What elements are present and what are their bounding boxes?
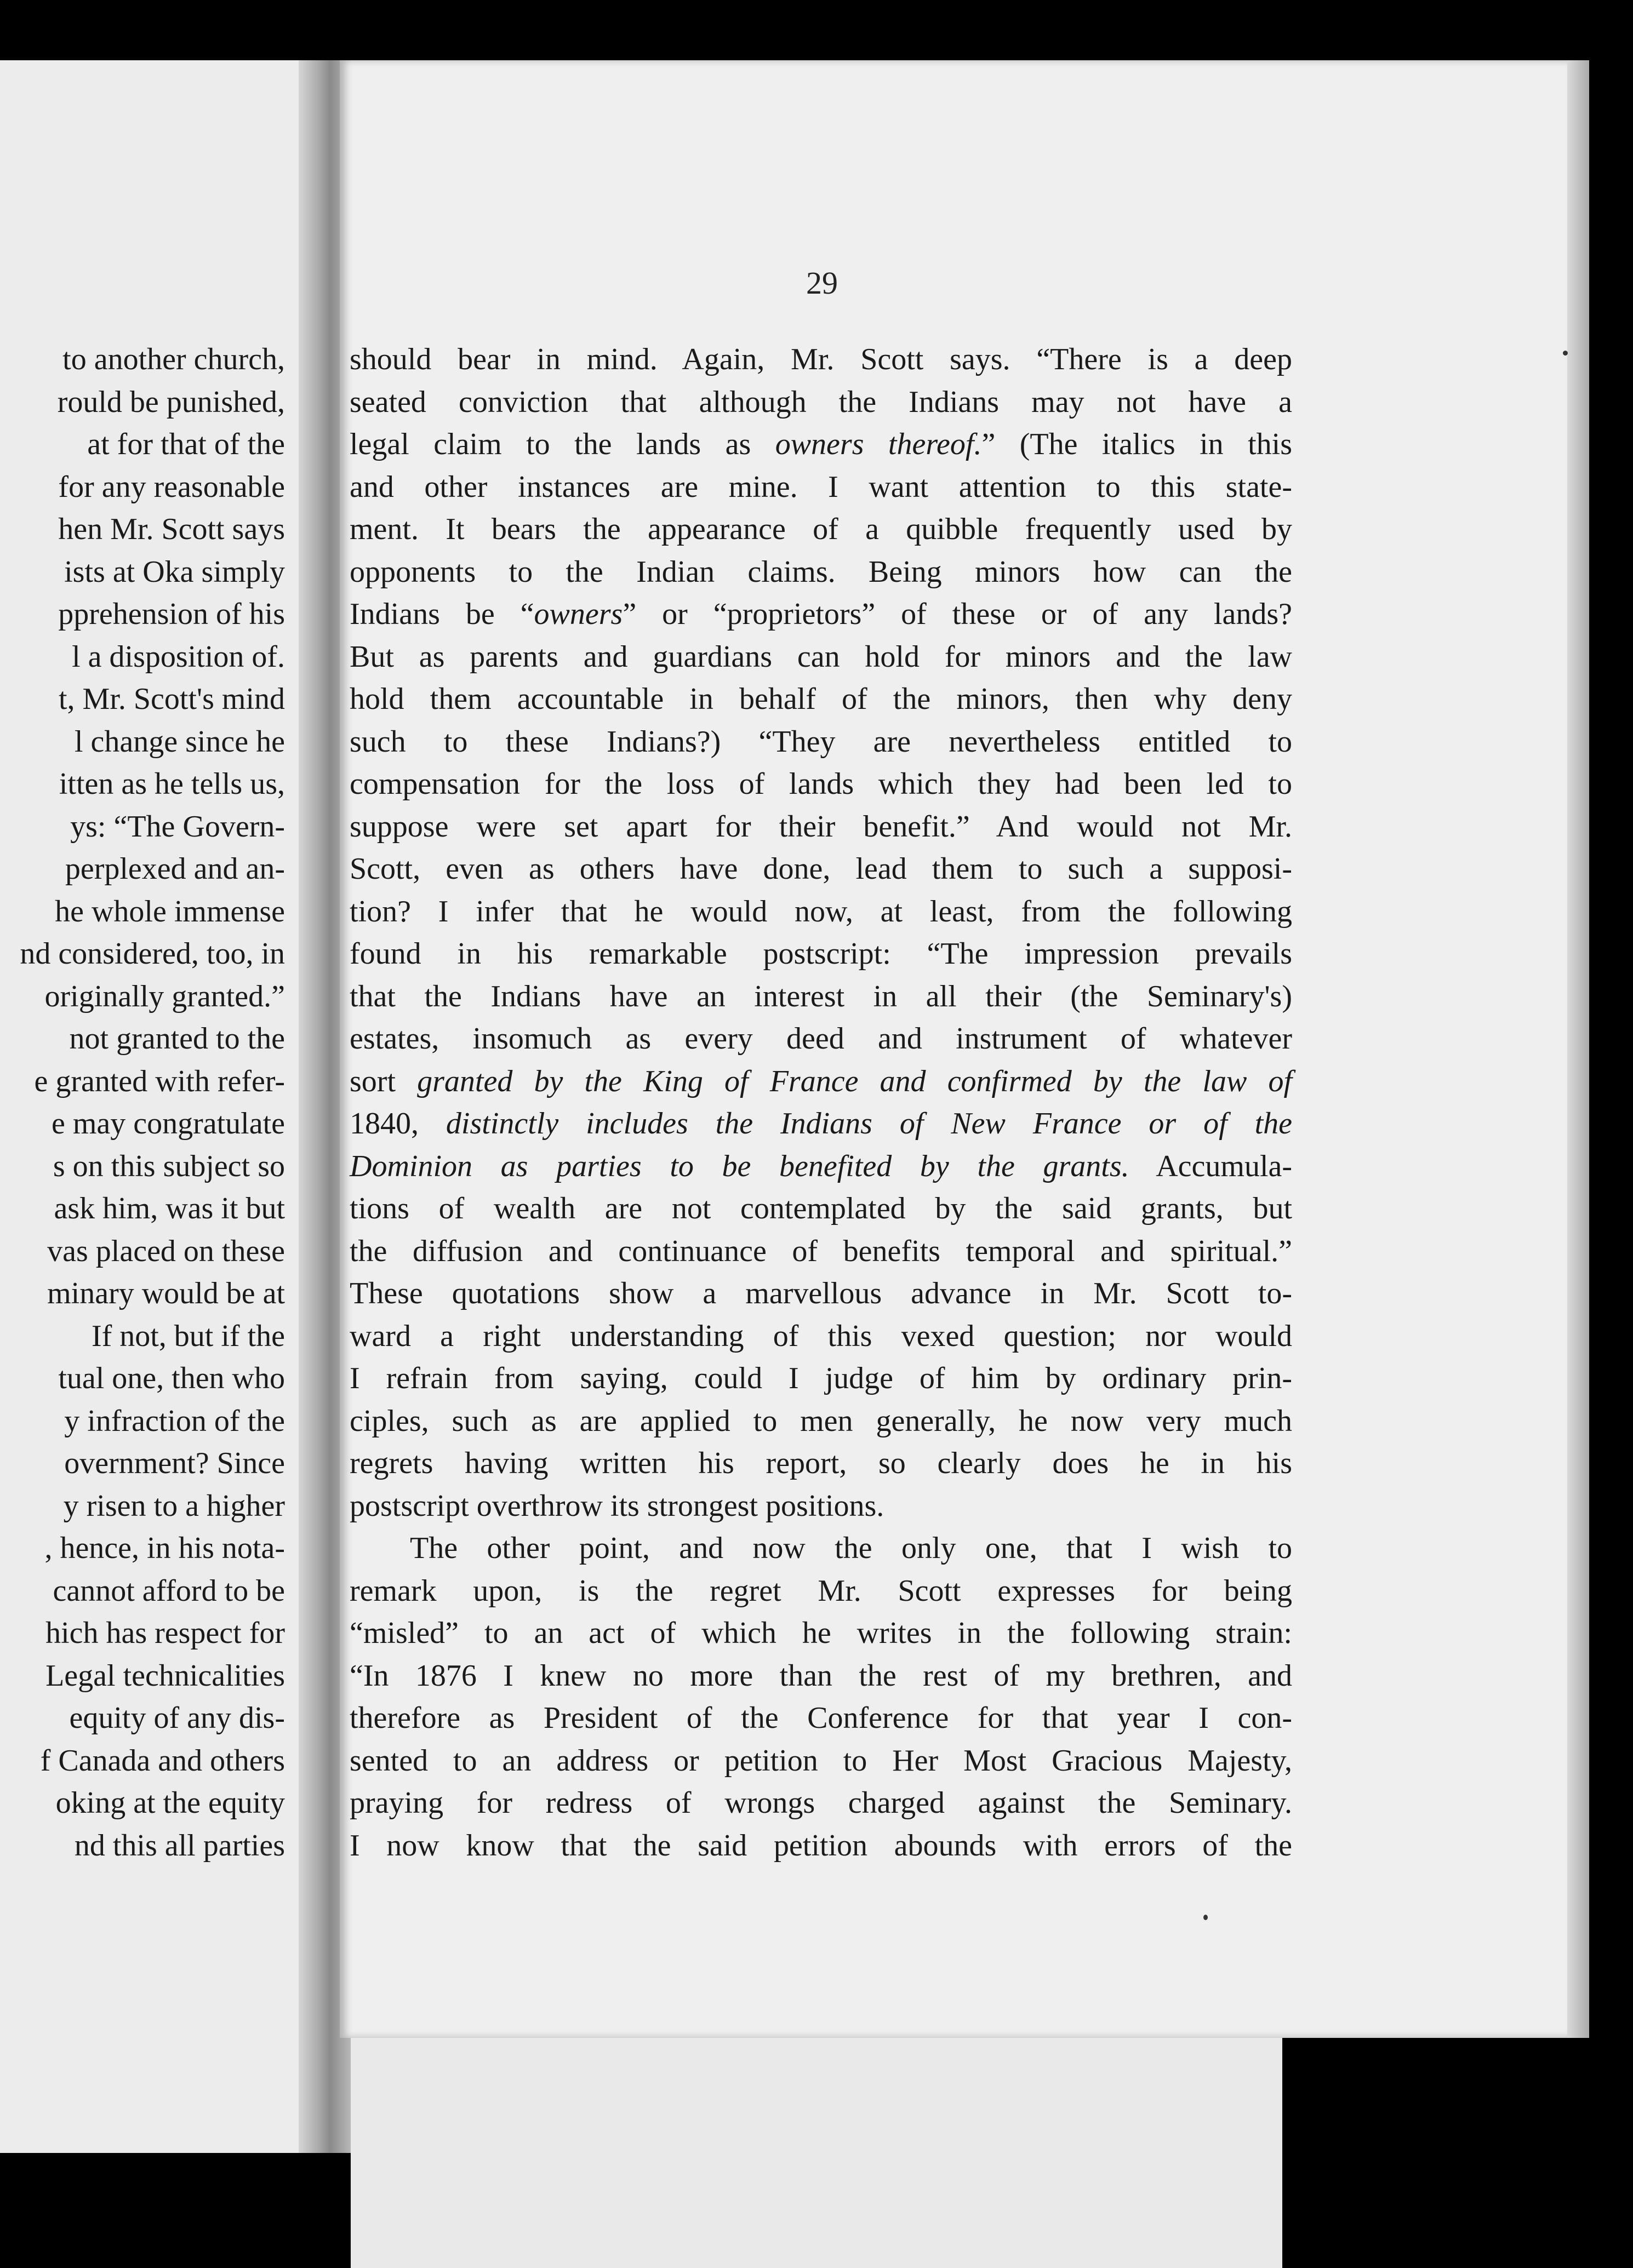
left-page-line: cannot afford to be — [53, 1573, 285, 1608]
text-line — [350, 381, 1292, 424]
left-page-line: f Canada and others — [40, 1743, 285, 1778]
text-segment: praying for redress of wrongs charged against the Seminary. — [350, 1786, 1292, 1820]
scan-speck — [1563, 351, 1568, 356]
text-segment: Scott, even as others have done, lead them to such a supposi- — [350, 852, 1292, 886]
left-page-line: If not, but if the — [91, 1319, 285, 1353]
scan-speck — [1203, 1915, 1208, 1920]
text-segment: found in his remarkable postscript: “The impression prevails — [350, 937, 1292, 971]
left-page-line: to another church, — [62, 342, 285, 376]
left-page-line: ys: “The Govern- — [70, 809, 285, 844]
text-line — [350, 466, 1292, 509]
left-page-line: vas placed on these — [47, 1234, 285, 1268]
left-page-line: minary would be at — [47, 1276, 285, 1310]
text-segment: suppose were set apart for their benefit.” And would not Mr. — [350, 809, 1292, 844]
italic-text: owners — [534, 597, 623, 631]
text-segment: ment. It bears the appearance of a quibble frequently used by — [350, 512, 1292, 546]
text-segment: legal claim to the lands as — [350, 427, 775, 461]
left-page-line: pprehension of his — [58, 597, 285, 631]
left-page-line: overnment? Since — [64, 1446, 285, 1480]
left-page-line: perplexed and an- — [65, 852, 285, 886]
left-page-line: itten as he tells us, — [59, 767, 285, 801]
left-page-line: Legal technicalities — [45, 1658, 285, 1693]
left-page-line: y infraction of the — [64, 1404, 285, 1438]
text-line — [350, 1146, 1292, 1188]
left-page-line: hich has respect for — [45, 1616, 285, 1650]
text-line — [350, 1103, 1292, 1146]
text-segment: seated conviction that although the Indians may not have a — [350, 385, 1292, 419]
text-segment: postscript overthrow its strongest positions. — [350, 1488, 884, 1523]
italic-text: distinctly includes the Indians of New France or of the — [446, 1107, 1292, 1141]
text-segment: ciples, such as are applied to men generally, he now very much — [350, 1404, 1292, 1438]
text-line — [350, 1018, 1292, 1061]
underlying-page-strip — [351, 2038, 1282, 2268]
text-line — [350, 1485, 1292, 1528]
text-line — [350, 423, 1292, 466]
text-segment: “misled” to an act of which he writes in the following strain: — [350, 1616, 1292, 1650]
text-segment: opponents to the Indian claims. Being minors how can the — [350, 554, 1292, 589]
text-line — [350, 1825, 1292, 1868]
left-page-line: for any reasonable — [58, 469, 285, 504]
text-segment: The other point, and now the only one, that I wish to — [410, 1531, 1292, 1565]
main-page-text — [350, 339, 1292, 1867]
text-line — [350, 1230, 1292, 1273]
left-page-line: ists at Oka simply — [64, 554, 285, 589]
text-line — [350, 1273, 1292, 1315]
left-page-line: he whole immense — [55, 894, 285, 929]
text-line — [350, 1740, 1292, 1783]
text-segment: regrets having written his report, so clearly does he in his — [350, 1446, 1292, 1480]
text-segment: remark upon, is the regret Mr. Scott expresses for being — [350, 1573, 1292, 1608]
left-page-line: tual one, then who — [58, 1361, 285, 1395]
text-segment: hold them accountable in behalf of the minors, then why deny — [350, 682, 1292, 716]
text-segment: ” (The italics in this — [981, 427, 1292, 461]
italic-text: owners thereof. — [775, 427, 982, 461]
text-segment: I refrain from saying, could I judge of him by ordinary prin- — [350, 1361, 1292, 1395]
text-segment: ” or “proprietors” of these or of any lands? — [623, 597, 1292, 631]
text-line — [350, 1315, 1292, 1358]
text-segment: compensation for the loss of lands which they had been led to — [350, 767, 1292, 801]
text-line — [350, 891, 1292, 933]
text-line — [350, 1061, 1292, 1103]
text-segment: tions of wealth are not contemplated by the said grants, but — [350, 1192, 1292, 1225]
text-segment: ward a right understanding of this vexed question; nor would — [350, 1319, 1292, 1353]
left-page-line: l a disposition of. — [72, 639, 285, 674]
text-segment: estates, insomuch as every deed and instrument of whatever — [350, 1022, 1292, 1056]
page-number: 29 — [806, 265, 838, 301]
text-line — [350, 508, 1292, 551]
left-page-line: y risen to a higher — [63, 1488, 285, 1523]
text-segment: that the Indians have an interest in all their (the Seminary's) — [350, 979, 1292, 1013]
text-line — [350, 763, 1292, 806]
left-page-line: oking at the equity — [55, 1786, 285, 1820]
text-line — [350, 721, 1292, 764]
text-segment: “In 1876 I knew no more than the rest of my brethren, and — [350, 1658, 1292, 1693]
text-line — [350, 339, 1292, 381]
text-line — [350, 1612, 1292, 1655]
text-line — [350, 933, 1292, 976]
text-line — [350, 1782, 1292, 1825]
text-segment: sort — [350, 1064, 418, 1098]
text-line — [350, 1570, 1292, 1613]
text-segment: 1840, — [350, 1107, 446, 1141]
page-edge — [1567, 60, 1589, 2038]
text-segment: I now know that the said petition abounds with errors of the — [350, 1828, 1292, 1863]
text-segment: and other instances are mine. I want attention to this state- — [350, 469, 1292, 504]
left-page-line: nd considered, too, in — [20, 937, 285, 971]
left-page-line: originally granted.” — [44, 979, 285, 1013]
text-line — [350, 551, 1292, 594]
text-line — [350, 1358, 1292, 1400]
text-segment: But as parents and guardians can hold for minors and the law — [350, 639, 1292, 674]
text-line — [350, 678, 1292, 721]
left-page-text — [0, 339, 285, 1867]
text-segment: These quotations show a marvellous advance in Mr. Scott to- — [350, 1276, 1292, 1310]
left-page-line: e granted with refer- — [34, 1064, 285, 1098]
text-segment: the diffusion and continuance of benefits temporal and spiritual.” — [350, 1234, 1292, 1268]
left-page-line: nd this all parties — [74, 1828, 285, 1863]
left-page-line: s on this subject so — [53, 1149, 285, 1183]
text-line — [350, 1400, 1292, 1443]
left-page-line: e may congratulate — [51, 1107, 285, 1141]
text-line — [350, 848, 1292, 891]
italic-text: granted by the King of France and confirmed by the law of — [417, 1064, 1293, 1098]
text-line — [350, 1697, 1292, 1740]
text-segment: such to these Indians?) “They are nevertheless entitled to — [350, 724, 1292, 759]
text-line — [350, 1442, 1292, 1485]
text-line — [350, 636, 1292, 679]
text-line — [350, 976, 1292, 1018]
left-page-line: not granted to the — [69, 1022, 285, 1056]
left-page-line: rould be punished, — [57, 385, 285, 419]
left-page-line: at for that of the — [87, 427, 285, 461]
left-page-line: hen Mr. Scott says — [58, 512, 285, 546]
left-page-line: l change since he — [74, 724, 285, 759]
text-segment: therefore as President of the Conference for that year I con- — [350, 1701, 1292, 1735]
text-segment: Indians be “ — [350, 597, 534, 631]
text-line — [350, 1655, 1292, 1698]
text-segment: sented to an address or petition to Her Most Gracious Majesty, — [350, 1743, 1292, 1778]
text-segment: tion? I infer that he would now, at least, from the following — [350, 894, 1292, 929]
text-segment: Accumula- — [1129, 1149, 1293, 1183]
text-segment: should bear in mind. Again, Mr. Scott says. “There is a deep — [350, 342, 1292, 376]
left-page-line: ask him, was it but — [54, 1192, 285, 1225]
left-page-line: equity of any dis- — [69, 1701, 285, 1735]
left-page-line: t, Mr. Scott's mind — [58, 682, 285, 716]
left-page-line: , hence, in his nota- — [44, 1531, 285, 1565]
italic-text: Dominion as parties to be benefited by the grants. — [350, 1149, 1129, 1183]
text-line — [350, 1188, 1292, 1230]
text-line — [350, 593, 1292, 636]
text-line — [350, 806, 1292, 849]
text-line — [350, 1527, 1292, 1570]
